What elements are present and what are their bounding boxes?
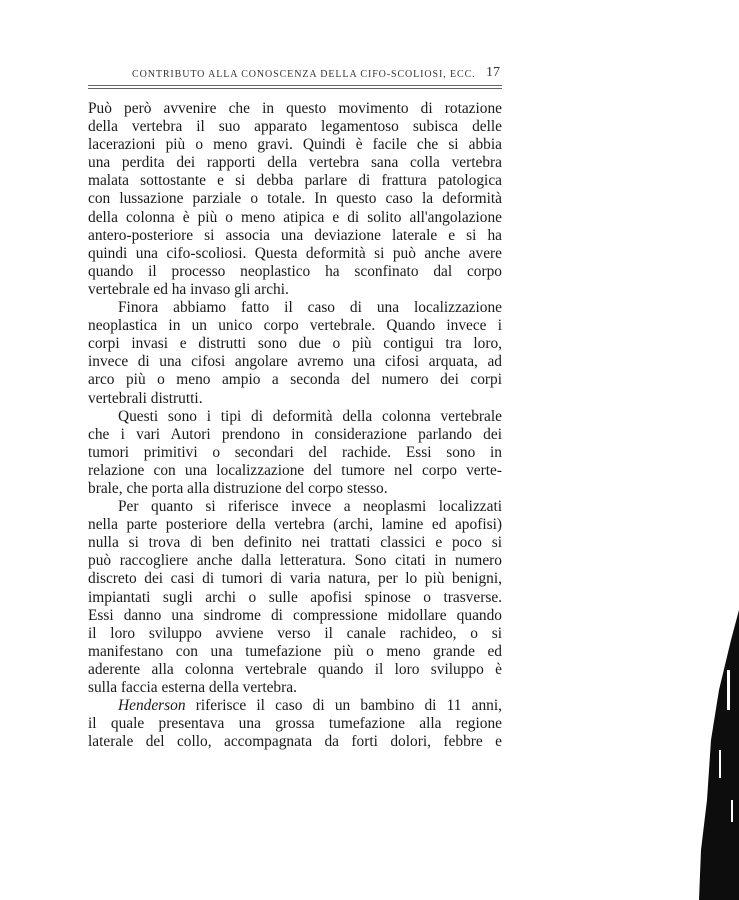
text-line: con lussazione parziale o totale. In questo caso la deformità	[88, 190, 502, 208]
text-line: neoplastica in un unico corpo vertebrale. Quando invece i	[88, 317, 502, 335]
text-line: della vertebra il suo apparato legamentoso subisca delle	[88, 118, 502, 136]
text-line: vertebrali distrutti.	[88, 389, 203, 407]
text-line: corpi invasi e distrutti sono due o più contigui tra loro,	[88, 335, 502, 353]
text-line: tumori primitivi o secondari del rachide. Essi sono in	[88, 443, 502, 461]
text-line: Per quanto si riferisce invece a neoplasmi localizzati	[118, 498, 502, 516]
text-line: arco più o meno ampio a seconda del numero dei corpi	[88, 371, 502, 389]
text-line: Finora abbiamo fatto il caso di una localizzazione	[118, 299, 502, 317]
text-line: manifestano con una tumefazione più o meno grande ed	[88, 642, 502, 660]
text-line: vertebrale ed ha invaso gli archi.	[88, 280, 289, 298]
text-line: sulla faccia esterna della vertebra.	[88, 679, 297, 696]
text-line: relazione con una localizzazione del tumore nel corpo verte-	[88, 461, 502, 479]
text-line: Può però avvenire che in questo movimento di rotazione	[88, 100, 502, 117]
text-line: antero-posteriore si associa una deviazione laterale e si ha	[88, 226, 502, 244]
text-line: Essi danno una sindrome di compressione midollare quando	[88, 606, 502, 624]
scan-edge-shadow	[697, 610, 739, 900]
text-line-rest: riferisce il caso di un bambino di 11 anni,	[185, 697, 502, 715]
text-line: discreto dei casi di tumori di varia natura, per lo più benigni,	[88, 570, 502, 588]
running-title: CONTRIBUTO ALLA CONOSCENZA DELLA CIFO-SCOLIOSI, ECC.	[132, 69, 476, 80]
text-line: invece di una cifosi angolare avremo una cifosi arquata, ad	[88, 353, 502, 371]
text-line: può raccogliere anche dalla letteratura. Sono citati in numero	[88, 552, 502, 570]
running-header	[88, 66, 502, 88]
author-name: Henderson	[118, 697, 186, 715]
header-rule	[88, 85, 502, 86]
text-line: aderente alla colonna vertebrale quando il loro sviluppo è	[88, 660, 502, 678]
text-line: quando il processo neoplastico ha sconfinato dal corpo	[88, 262, 502, 280]
text-line: brale, che porta alla distruzione del corpo stesso.	[88, 479, 388, 497]
text-line: nulla si trova di ben definito nei trattati classici e poco si	[88, 534, 502, 552]
page-number: 17	[486, 65, 500, 80]
text-line: il loro sviluppo avviene verso il canale rachideo, o si	[88, 624, 502, 642]
header-rule	[88, 88, 502, 89]
text-line: impiantati sugli archi o sulle apofisi spinose o trasverse.	[88, 588, 502, 606]
text-line: lacerazioni più o meno gravi. Quindi è facile che si abbia	[88, 136, 502, 154]
text-line: Questi sono i tipi di deformità della colonna vertebrale	[118, 407, 502, 425]
text-line: quindi una cifo-scoliosi. Questa deformità si può anche avere	[88, 244, 502, 262]
text-line: malata sottostante e si debba parlare di frattura patologica	[88, 172, 502, 190]
text-line: nella parte posteriore della vertebra (archi, lamine ed apofisi)	[88, 516, 502, 534]
text-line	[88, 697, 502, 715]
text-line: una perdita dei rapporti della vertebra sana colla vertebra	[88, 154, 502, 172]
text-line: laterale del collo, accompagnata da forti dolori, febbre e	[88, 733, 502, 751]
text-line: che i vari Autori prendono in considerazione parlando dei	[88, 425, 502, 443]
text-line: il quale presentava una grossa tumefazione alla regione	[88, 715, 502, 733]
body-text	[88, 100, 502, 751]
text-line: della colonna è più o meno atipica e di solito all'angolazione	[88, 208, 502, 226]
